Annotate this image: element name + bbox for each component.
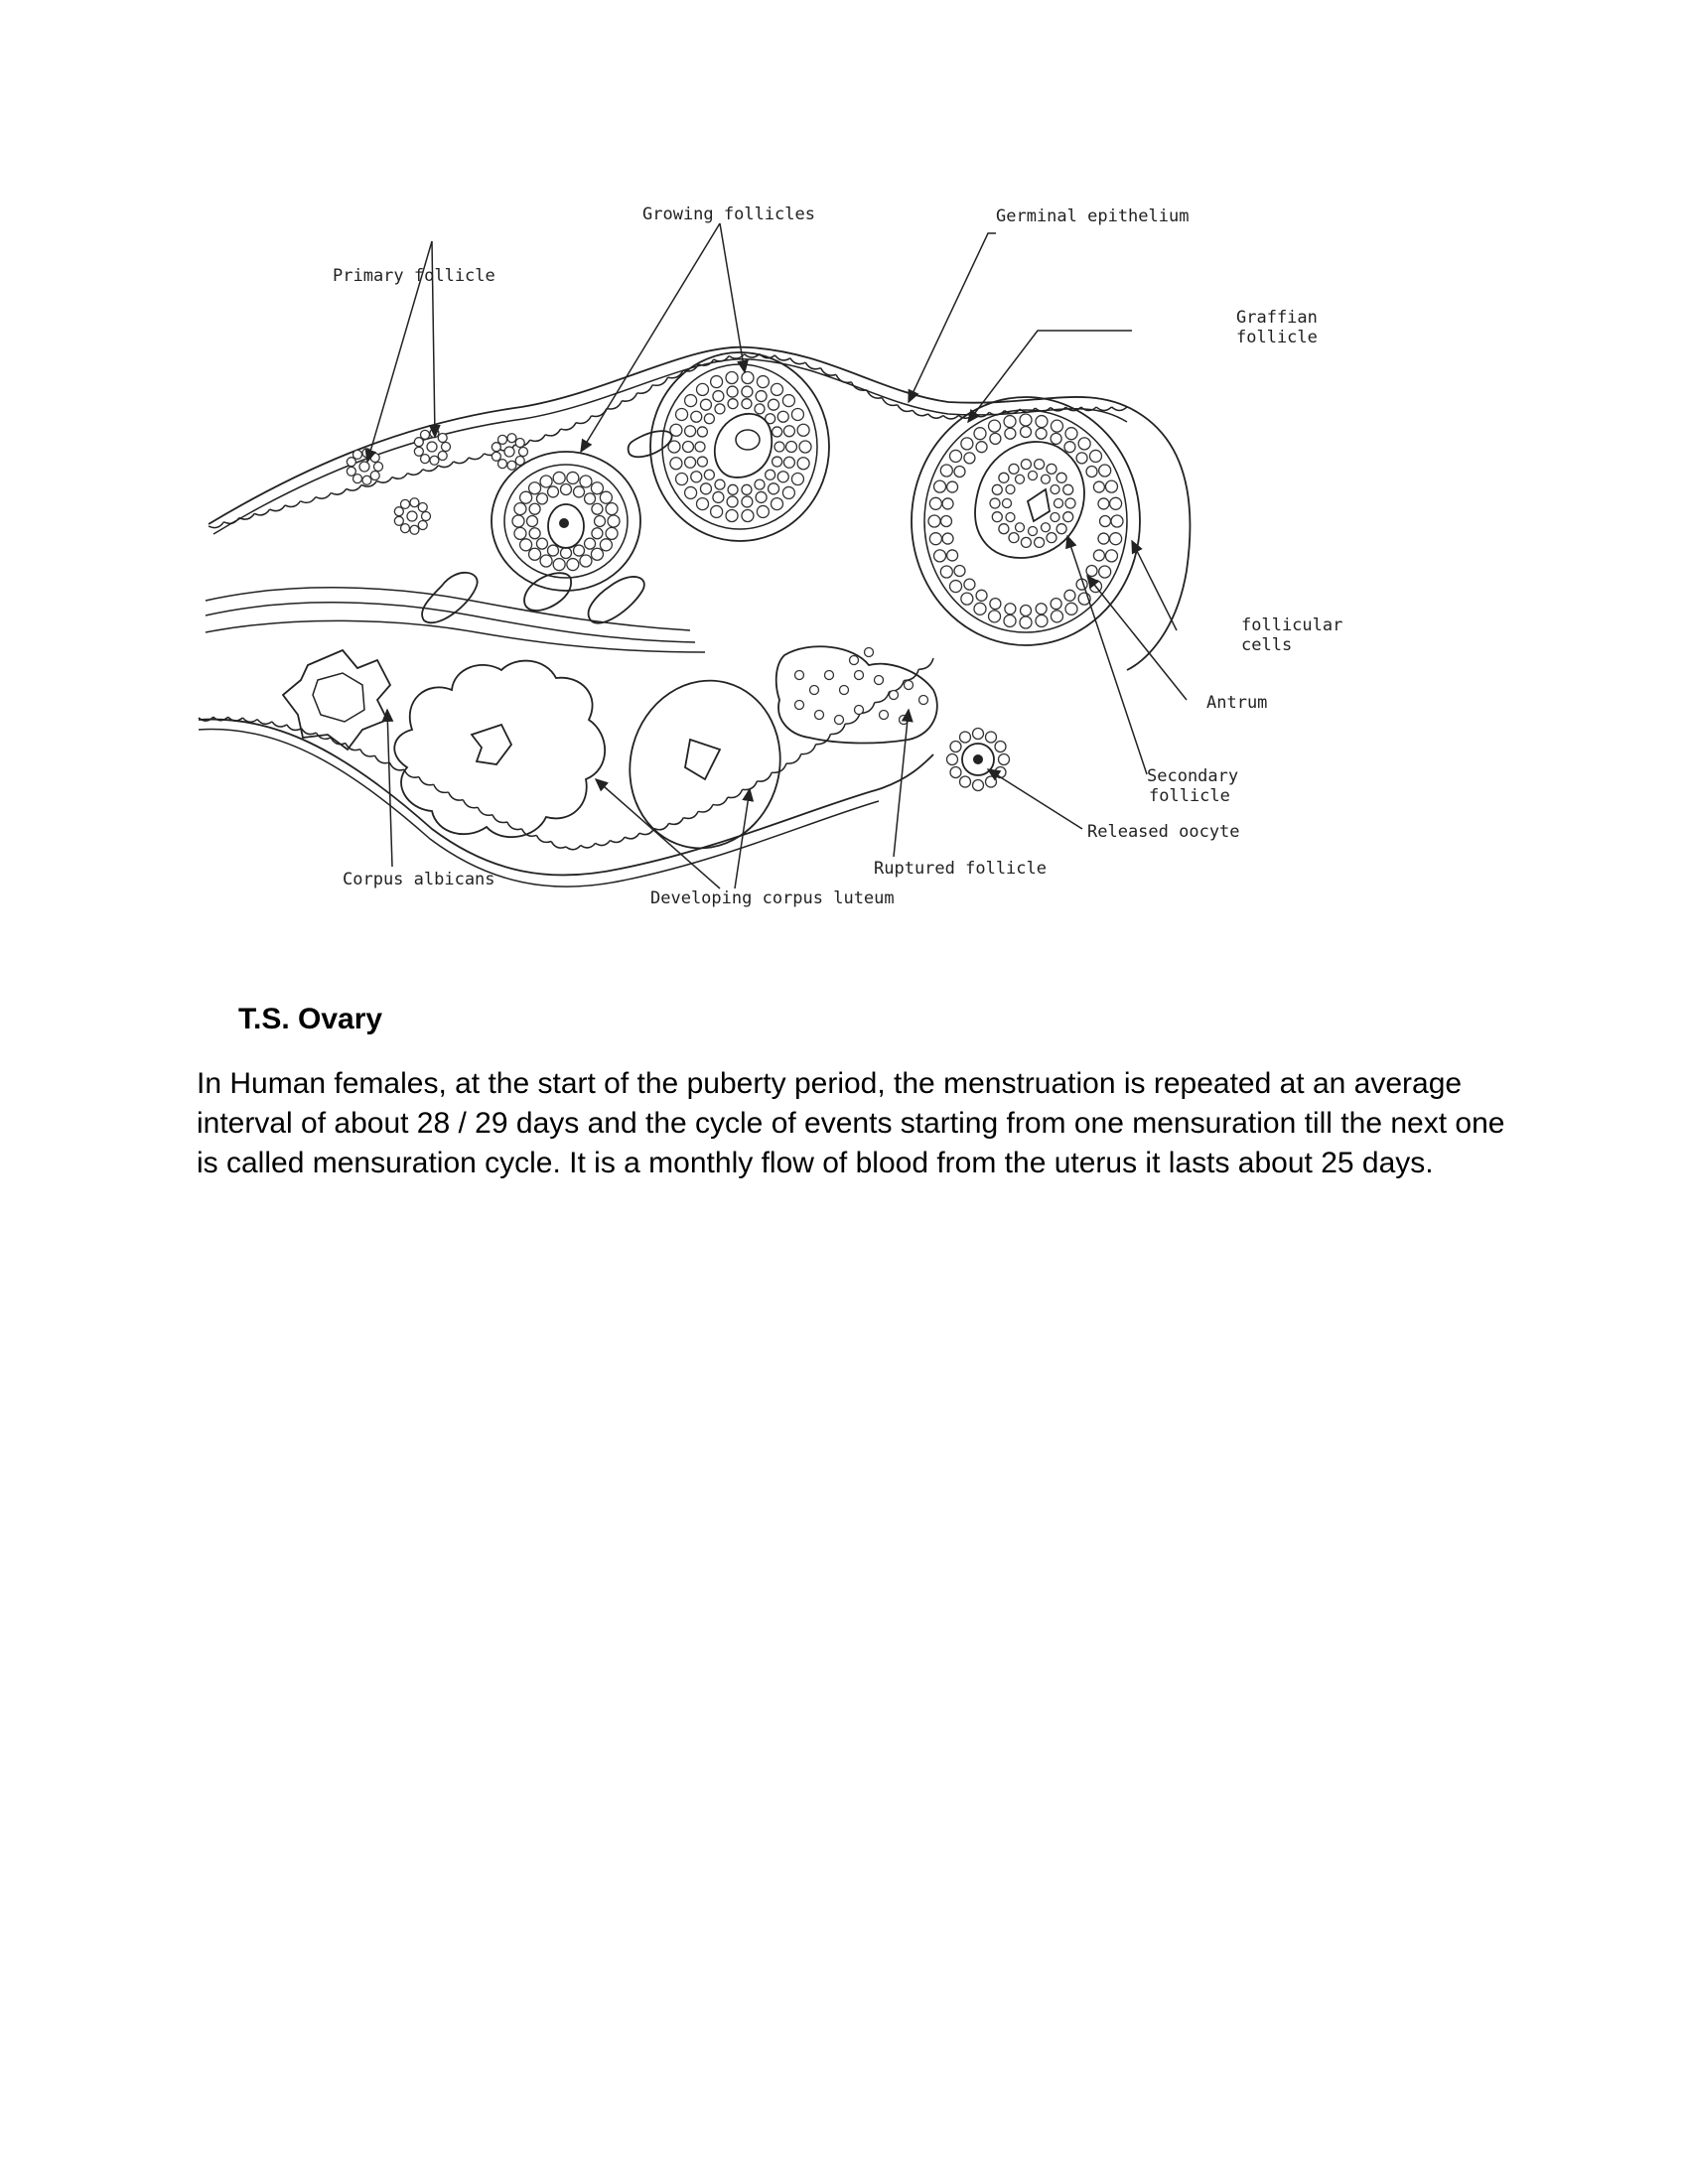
label-released-oocyte: Released oocyte	[1087, 822, 1240, 842]
graafian-follicle	[912, 397, 1140, 645]
label-developing-corpus-luteum: Developing corpus luteum	[650, 888, 895, 908]
label-growing-follicles: Growing follicles	[642, 205, 815, 224]
developing-corpus-luteum-small	[612, 663, 799, 865]
released-oocyte	[947, 729, 1010, 791]
stroma-bands	[206, 588, 705, 652]
label-follicular-cells-1: follicular	[1241, 615, 1343, 635]
label-graafian-follicle-1: Graffian	[1236, 308, 1318, 328]
label-primary-follicle: Primary follicle	[333, 266, 495, 286]
growing-follicle-2	[650, 352, 829, 541]
atretic-bodies	[422, 431, 672, 623]
label-antrum: Antrum	[1206, 693, 1268, 713]
developing-corpus-luteum-large	[394, 661, 605, 838]
lower-ovary-wall	[199, 658, 933, 887]
label-secondary-follicle-1: Secondary	[1147, 766, 1239, 786]
label-secondary-follicle-2: follicle	[1149, 786, 1230, 806]
body-paragraph: In Human females, at the start of the puberty period, the menstruation is repeated at an average interval of about 28 / 29 days and the cycle of events starting from one mensuration till the next one is called mensuration cycle. It is a monthly flow of blood from the uterus it lasts about 25 days.	[197, 1067, 1505, 1179]
growing-follicle-1	[492, 452, 640, 591]
label-germinal-epithelium: Germinal epithelium	[996, 206, 1190, 226]
label-corpus-albicans: Corpus albicans	[343, 870, 495, 889]
ovary-diagram	[194, 194, 1360, 998]
corpus-albicans	[283, 650, 390, 750]
label-ruptured-follicle: Ruptured follicle	[874, 859, 1047, 879]
label-graafian-follicle-2: follicle	[1236, 328, 1318, 347]
ruptured-follicle	[776, 646, 937, 743]
label-follicular-cells-2: cells	[1241, 635, 1293, 655]
leader-lines	[367, 223, 1187, 888]
figure-caption: T.S. Ovary	[238, 1003, 383, 1035]
